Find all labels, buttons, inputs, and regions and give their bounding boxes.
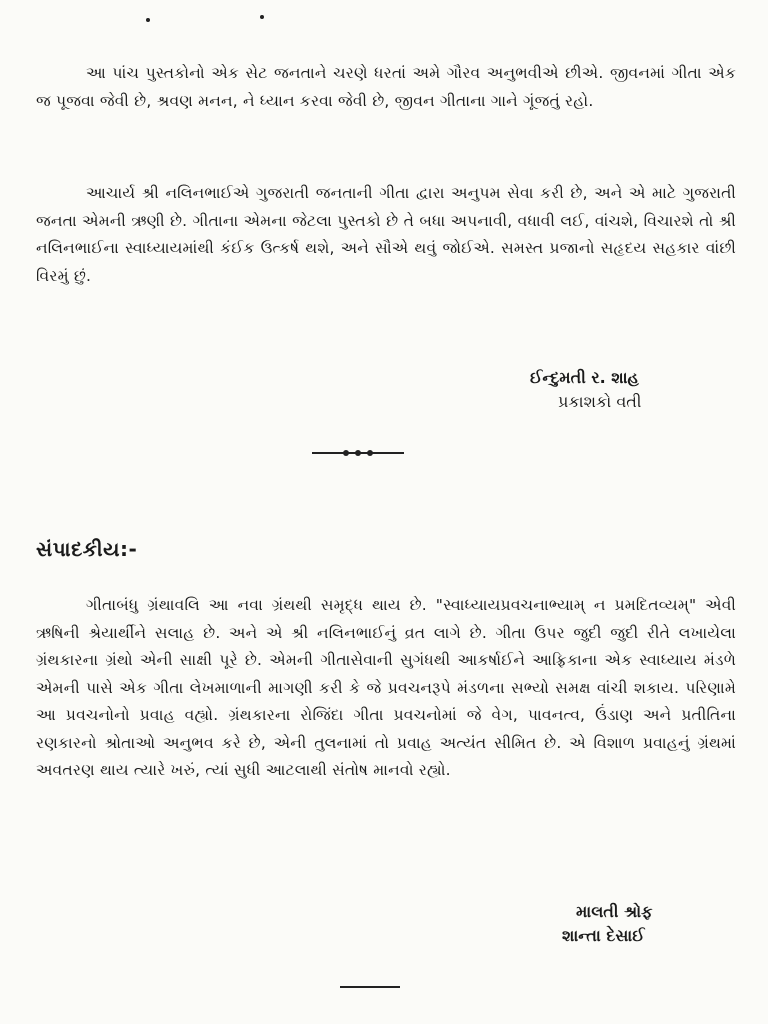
closing-rule (340, 986, 400, 988)
speck-mark (260, 15, 264, 19)
intro-paragraph-2: આચાર્ય શ્રી નલિનભાઈએ ગુજરાતી જનતાની ગીતા દ્વારા અનુપમ સેવા કરી છે, અને એ માટે ગુજરાતી જનતા એમની ઋણી છે. ગીતાના એમના જેટલા પુસ્તકો છે તે બધા અપનાવી, વધાવી લઈ, વાંચશે, વિચારશે તો શ્રી નલિનભાઈના સ્વાધ્યાયમાંથી કંઈક ઉત્કર્ષ થશે, અને સૌએ થવું જોઈએ. સમસ્ત પ્રજાનો સહૃદય સહકાર વાંછી વિરમું છું. (36, 184, 736, 285)
publisher-signature (530, 366, 641, 414)
speck-mark (146, 18, 150, 22)
editor-signatures (562, 900, 653, 948)
editor-name: માલતી શ્રોફ (576, 902, 653, 921)
signature-name: ઈન્દુમતી ર. શાહ (530, 368, 639, 387)
editorial-heading: સંપાદકીય:- (36, 537, 138, 561)
editorial-paragraph: ગીતાબંધુ ગ્રંથાવલિ આ નવા ગ્રંથથી સમૃદ્ધ થાય છે. "સ્વાધ્યાયપ્રવચનાભ્યામ્ ન પ્રમદિતવ્યમ્" એવી ઋષિની શ્રેયાર્થીને સલાહ છે. અને એ શ્રી નલિનભાઈનું વ્રત લાગે છે. ગીતા ઉપર જુદી જુદી રીતે લખાયેલા ગ્રંથકારના ગ્રંથો એની સાક્ષી પૂરે છે. એમની ગીતાસેવાની સુગંધથી આકર્ષાઈને આફ્રિકાના એક સ્વાધ્યાય મંડળે એમની પાસે એક ગીતા લેખમાળાની માગણી કરી કે જે પ્રવચનરૂપે મંડળના સભ્યો સમક્ષ વાંચી શકાય. પરિણામે આ પ્રવચનોનો પ્રવાહ વહ્યો. ગ્રંથકારના રોજિંદા ગીતા પ્રવચનોમાં જે વેગ, પાવનત્વ, ઉંડાણ અને પ્રતીતિના રણકારનો શ્રોતાઓ અનુભવ કરે છે, એની તુલનામાં તો પ્રવાહ અત્યંત સીમિત છે. એ વિશાળ પ્રવાહનું ગ્રંથમાં અવતરણ થાય ત્યારે ખરું, ત્યાં સુધી આટલાથી સંતોષ માનવો રહ્યો. (36, 596, 736, 779)
editorial-text (36, 592, 736, 785)
intro-text-2 (36, 180, 736, 290)
signature-role: પ્રકાશકો વતી (558, 392, 642, 411)
intro-paragraph-1: આ પાંચ પુસ્તકોનો એક સેટ જનતાને ચરણે ધરતાં અમે ગૌરવ અનુભવીએ છીએ. જીવનમાં ગીતા એક જ પૂજવા જેવી છે, શ્રવણ મનન, ને ધ્યાન કરવા જેવી છે, જીવન ગીતાના ગાને ગૂંજતું રહો. (36, 64, 736, 110)
intro-text (36, 60, 736, 115)
ornament-divider (312, 447, 404, 459)
editor-name: શાન્તા દેસાઈ (562, 926, 645, 945)
